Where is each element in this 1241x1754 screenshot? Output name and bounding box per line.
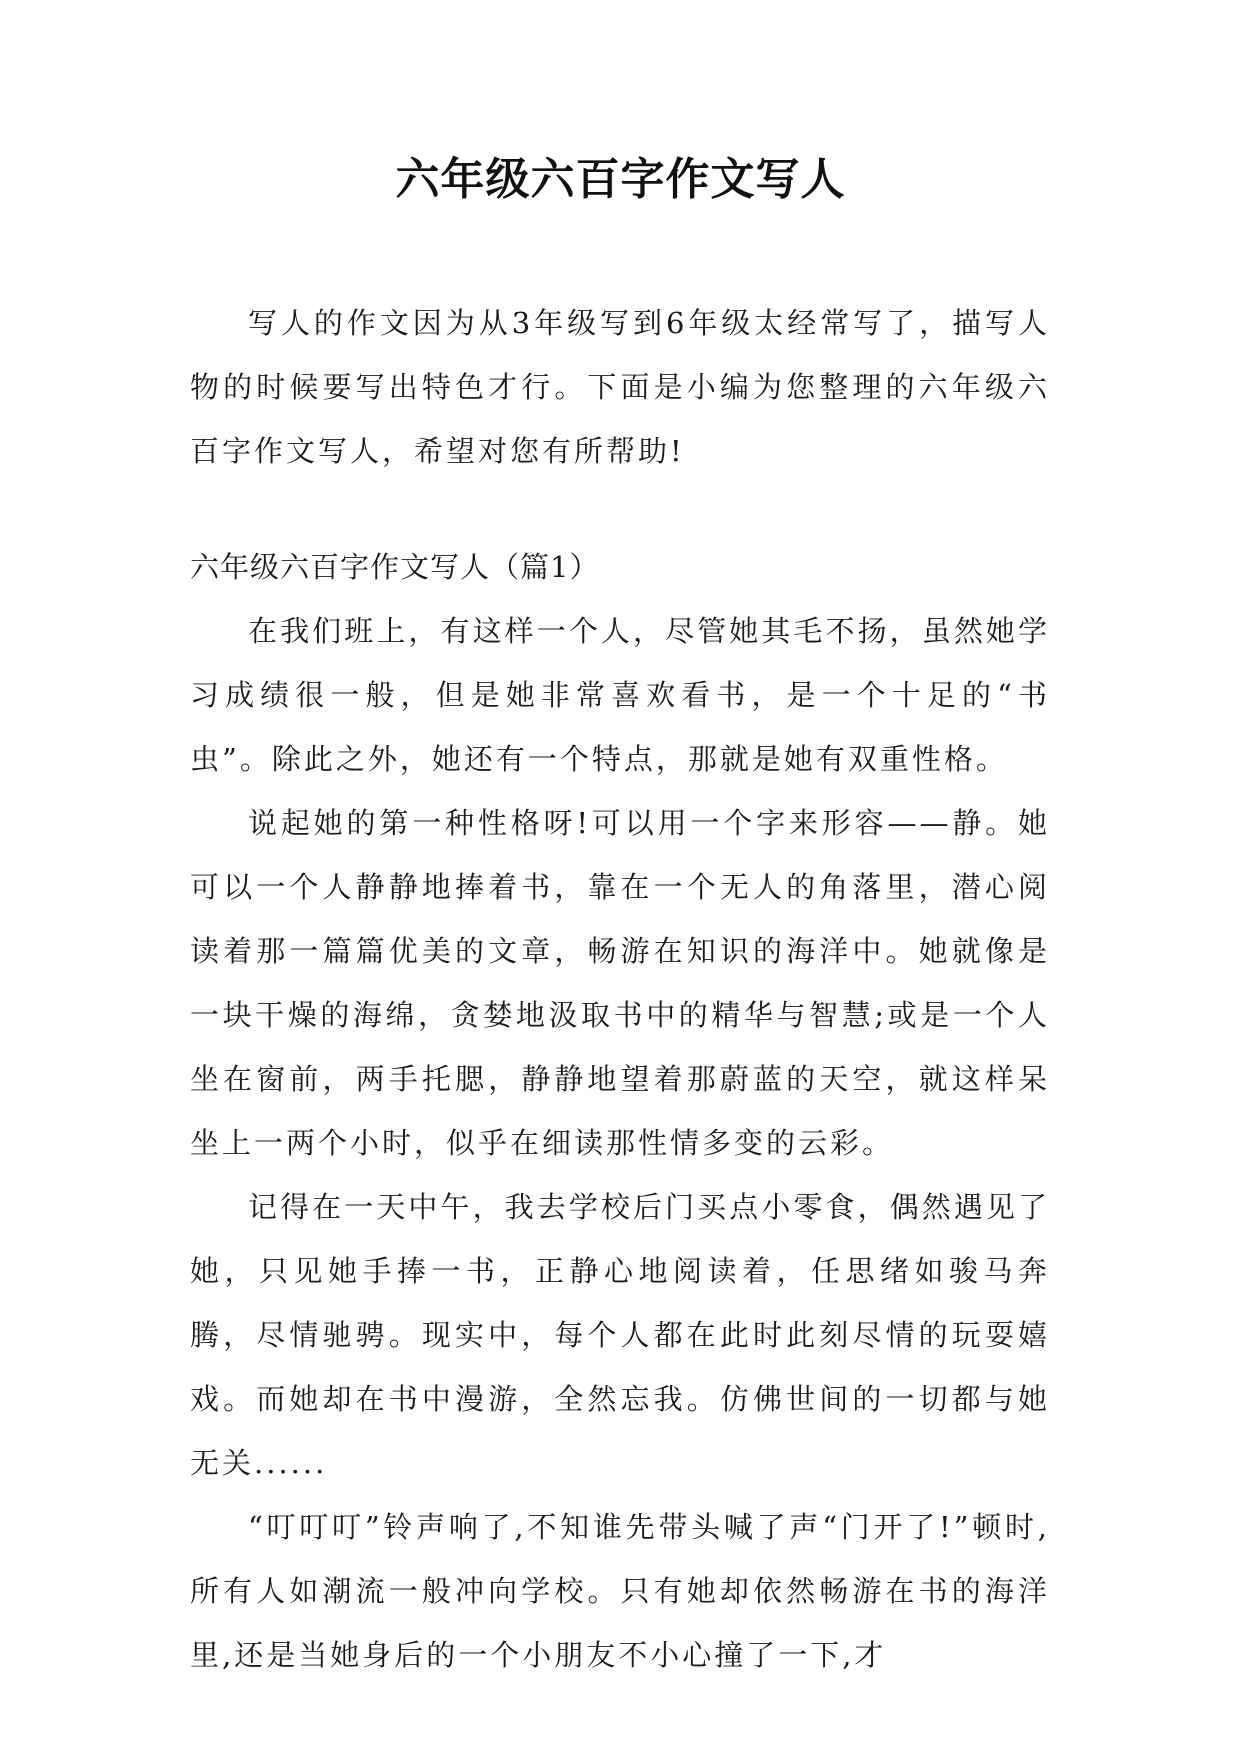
body-paragraph: “叮叮叮”铃声响了,不知谁先带头喊了声“门开了!”顿时,所有人如潮流一般冲向学校。只有她却依然畅游在书的海洋里,还是当她身后的一个小朋友不小心撞了一下,才 <box>190 1510 1050 1672</box>
body-paragraph: 记得在一天中午，我去学校后门买点小零食，偶然遇见了她，只见她手捧一书，正静心地阅读着，任思绪如骏马奔腾，尽情驰骋。现实中，每个人都在此时此刻尽情的玩耍嬉戏。而她却在书中漫游，全然忘我。仿佛世间的一切都与她无关...... <box>190 1190 1050 1480</box>
intro-paragraph: 写人的作文因为从3年级写到6年级太经常写了，描写人物的时候要写出特色才行。下面是小编为您整理的六年级六百字作文写人，希望对您有所帮助! <box>190 306 1050 468</box>
document-body <box>190 291 1050 1687</box>
body-paragraph: 在我们班上，有这样一个人，尽管她其毛不扬，虽然她学习成绩很一般，但是她非常喜欢看书，是一个十足的“书虫”。除此之外，她还有一个特点，那就是她有双重性格。 <box>190 614 1050 776</box>
document-title: 六年级六百字作文写人 <box>395 154 846 205</box>
body-paragraph: 说起她的第一种性格呀!可以用一个字来形容——静。她可以一个人静静地捧着书，靠在一个无人的角落里，潜心阅读着那一篇篇优美的文章，畅游在知识的海洋中。她就像是一块干燥的海绵，贪婪地汲取书中的精华与智慧;或是一个人坐在窗前，两手托腮，静静地望着那蔚蓝的天空，就这样呆坐上一两个小时，似乎在细读那性情多变的云彩。 <box>190 806 1050 1160</box>
section-heading: 六年级六百字作文写人（篇1） <box>190 550 600 584</box>
